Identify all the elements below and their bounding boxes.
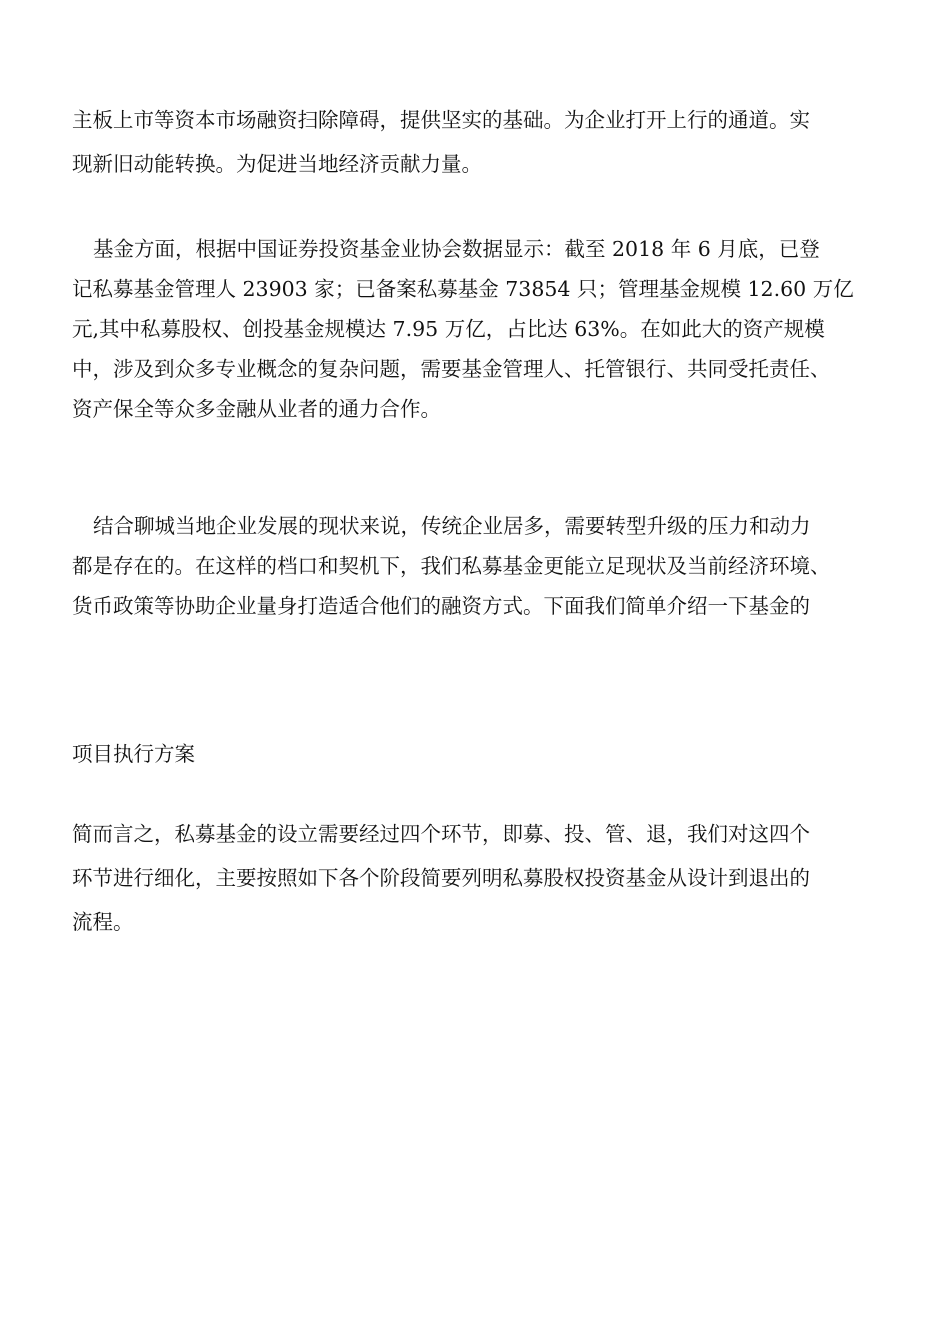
paragraph-1: [72, 98, 888, 186]
paragraph-line: 记私募基金管理人 23903 家；已备案私募基金 73854 只；管理基金规模 12.60 万亿: [72, 277, 854, 301]
paragraph-line: 主板上市等资本市场融资扫除障碍，提供坚实的基础。为企业打开上行的通道。实: [72, 108, 810, 132]
paragraph-line: 货币政策等协助企业量身打造适合他们的融资方式。下面我们简单介绍一下基金的: [72, 594, 810, 618]
paragraph-line: 基金方面，根据中国证券投资基金业协会数据显示：截至 2018 年 6 月底，已登: [93, 237, 820, 261]
section-heading-block: [72, 735, 888, 773]
paragraph-2: [72, 229, 888, 429]
paragraph-line: 元,其中私募股权、创投基金规模达 7.95 万亿，占比达 63%。在如此大的资产规模: [72, 317, 825, 341]
paragraph-line: 流程。: [72, 910, 134, 934]
paragraph-3: [72, 506, 888, 626]
paragraph-line: 都是存在的。在这样的档口和契机下，我们私募基金更能立足现状及当前经济环境、: [72, 554, 831, 578]
paragraph-line: 现新旧动能转换。为促进当地经济贡献力量。: [72, 152, 482, 176]
paragraph-line: 结合聊城当地企业发展的现状来说，传统企业居多，需要转型升级的压力和动力: [93, 514, 811, 538]
paragraph-line: 环节进行细化，主要按照如下各个阶段简要列明私募股权投资基金从设计到退出的: [72, 866, 810, 890]
section-heading: 项目执行方案: [72, 742, 195, 766]
paragraph-4: [72, 812, 888, 944]
paragraph-line: 中，涉及到众多专业概念的复杂问题，需要基金管理人、托管银行、共同受托责任、: [72, 357, 831, 381]
paragraph-line: 简而言之，私募基金的设立需要经过四个环节，即募、投、管、退，我们对这四个: [72, 822, 810, 846]
paragraph-line: 资产保全等众多金融从业者的通力合作。: [72, 397, 441, 421]
